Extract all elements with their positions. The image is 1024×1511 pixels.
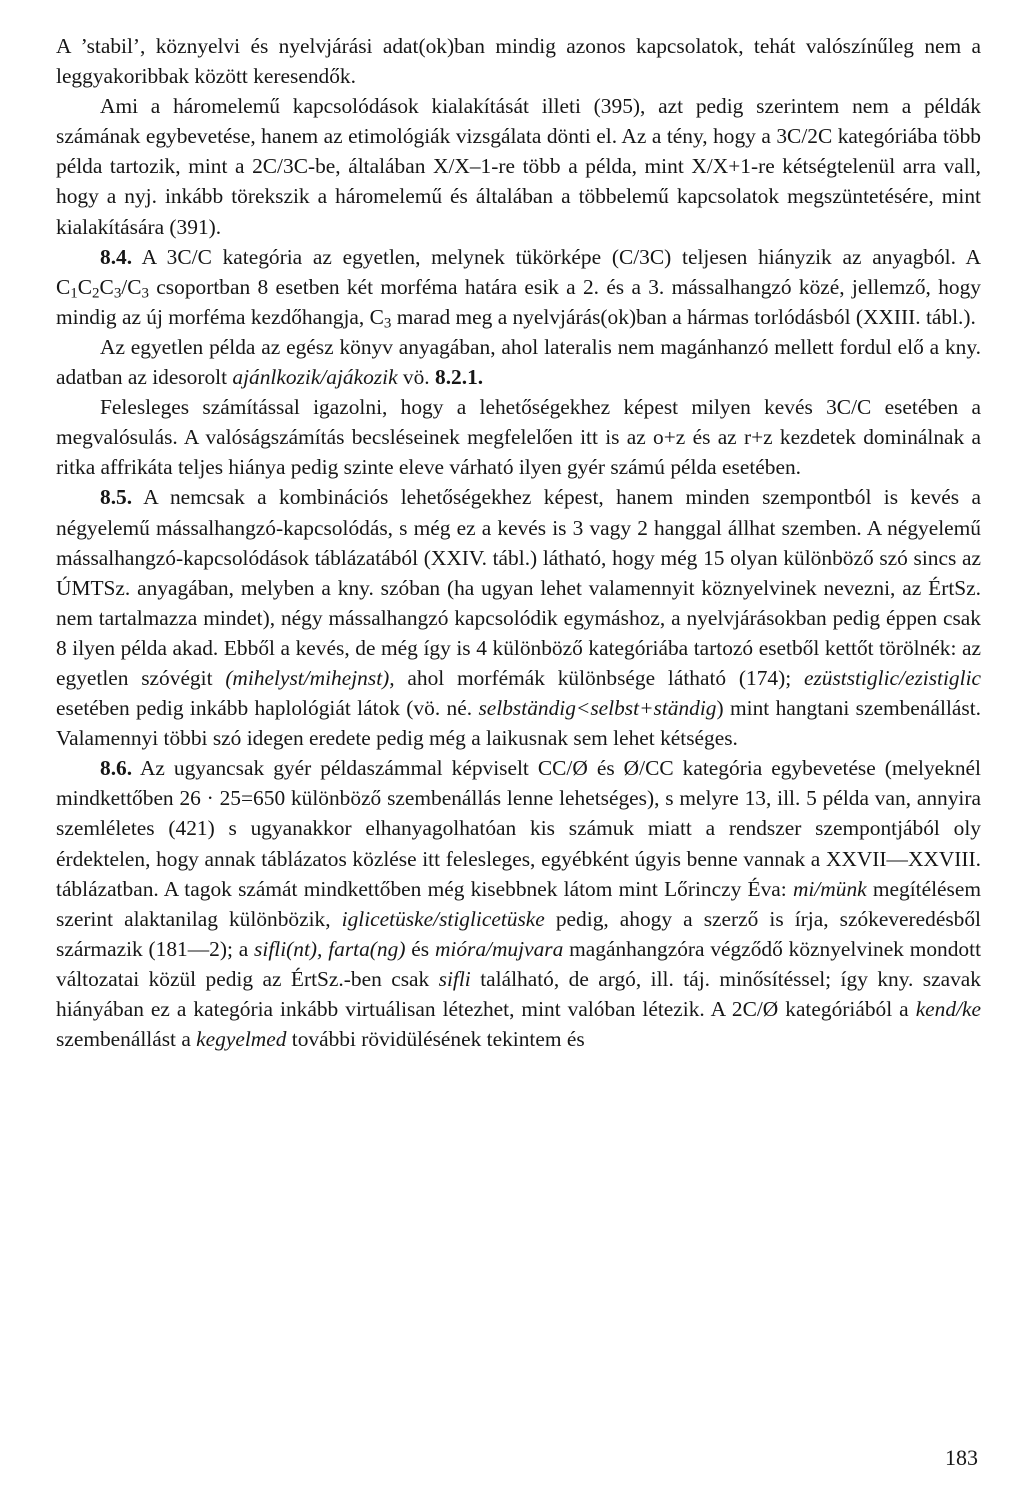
example-word: sifli(nt), farta(ng): [254, 936, 406, 961]
subscript-index: 3: [113, 285, 122, 302]
text-run: Az ugyancsak gyér példaszámmal képviselt CC/Ø és Ø/CC kategória egybevetése (melyeknél mindkettőben 26 · 25=650 különböző szembenállás lenne lehetséges), s melyre 13, ill. 5 példa van, annyira szemléletes (421) s ugyanakkor elhanyagolhatóan kis számuk miatt a rendszer szempontjából oly érdektelen, hogy annak táblázatos közlése itt felesleges, egyébként úgyis benne vannak a XXVII—XXVIII. táblázatban. A tagok számát mindkettőben még kisebbnek látom mint Lőrinczy Éva:: [56, 756, 981, 901]
example-word: kend/ke: [915, 997, 981, 1021]
page-body: [56, 31, 981, 1054]
example-word: mióra/mujvara: [434, 936, 564, 961]
paragraph-p1: [56, 31, 981, 91]
text-run: pedig, ahogy a szerző is írja, szókeveredésből származik (181—2); a: [56, 906, 981, 961]
example-word: ezüststiglic/ezistiglic: [803, 665, 982, 690]
text-run: ) mint hangtani szembenállást. Valamennyi többi szó idegen eredete pedig még a laikusnak sem lehet kétséges.: [56, 696, 981, 751]
text-run: C: [77, 274, 93, 299]
text-run: A ’stabil’, köznyelvi és nyelvjárási adat(ok)ban mindig azonos kapcsolatok, tehát valószínűleg nem a leggyakoribbak között keresendők.: [56, 34, 981, 89]
text-run: Ami a háromelemű kapcsolódások kialakítását illeti (395), azt pedig szerintem nem a példák számának egybevetése, hanem az etimológiák vizsgálata dönti el. Az a tény, hogy a 3C/2C kategóriába több példa tartozik, mint a 2C/3C-be, általában X/X–1-re több a példa, mint X/X+1-re kétségtelenül arra vall, hogy a nyj. inkább törekszik a háromelemű és általában a többelemű kapcsolatok megszüntetésére, mint kialakítására (391).: [56, 94, 981, 239]
section-number: 8.4.: [100, 244, 133, 269]
paragraph-p7: [56, 753, 981, 1054]
text-run: A nemcsak a kombinációs lehetőségekhez képest, hanem minden szempontból is kevés a négyelemű mássalhangzó-kapcsolódás, s még ez a kevés is 3 vagy 2 hanggal állhat szemben. A négyelemű mássalhangzó-kapcsolódások táblázatából (XXIV. tábl.) látható, hogy még 15 olyan különböző szó sincs az ÚMTSz. anyagában, melyben a kny. szóban (ha ugyan lehet valamennyit köznyelvinek nevezni, az ÉrtSz. nem tartalmazza mindet), négy mássalhangzó kapcsolódik egymáshoz, a nyelvjárásokban pedig éppen csak 8 ilyen példa akad. Ebből a kevés, de még így is 4 különböző kategóriába tartozó esetből kettőt törölnék: az egyetlen szóvégit: [56, 485, 981, 690]
example-word: ajánlkozik/ajákozik: [232, 365, 398, 390]
page-number: 183: [945, 1445, 978, 1470]
section-number: 8.2.1.: [435, 365, 484, 390]
text-run: szembenállást a: [56, 1027, 197, 1052]
text-run: található, de argó, ill. táj. minősítéssel; így kny. szavak hiányában ez a kategória inkább virtuálisan létezhet, mint valóban létezik. A 2C/Ø kategóriából a: [56, 966, 981, 1021]
text-run: Felesleges számítással igazolni, hogy a lehetőségekhez képest milyen kevés 3C/C esetében a megvalósulás. A valóságszámítás becsléseinek megfelelően itt is az o+z és az r+z kezdetek dominálnak a ritka affrikáta teljes hiánya pedig szinte eleve várható ilyen gyér számú példa esetében.: [56, 395, 981, 480]
text-run: magánhangzóra végződő köznyelvinek mondott változatai közül pedig az ÉrtSz.-ben csak: [56, 936, 982, 991]
subscript-index: 2: [92, 285, 100, 302]
example-word: sifli: [438, 966, 471, 991]
example-word: iglicetüske/stiglicetüske: [341, 906, 545, 931]
section-number: 8.6.: [100, 756, 133, 781]
section-number: 8.5.: [100, 485, 133, 510]
subscript-index: 3: [383, 315, 392, 332]
text-run: marad meg a nyelvjárás(ok)ban a hármas torlódásból (XXIII. tábl.).: [391, 304, 976, 329]
text-run: A 3C/C kategória az egyetlen, melynek tükörképe (C/3C) teljesen hiányzik az anyagból. A C: [56, 244, 981, 299]
paragraph-p6: [56, 482, 981, 753]
text-run: további rövidülésének tekintem és: [286, 1027, 585, 1052]
paragraph-p2: [56, 91, 981, 241]
text-run: vö.: [397, 365, 435, 390]
text-run: C: [99, 274, 114, 299]
subscript-index: 1: [70, 285, 78, 302]
text-run: ahol morfémák különbsége látható (174);: [394, 665, 804, 690]
paragraph-p4: [56, 332, 981, 392]
text-run: megítélésem szerint alaktanilag különbözik,: [56, 876, 981, 931]
text-run: esetében pedig inkább haplológiát látok (vö. né.: [56, 696, 479, 721]
example-word: kegyelmed: [196, 1027, 287, 1052]
example-word: mi/münk: [792, 876, 867, 901]
text-run: csoportban 8 esetben két morféma határa esik a 2. és a 3. mássalhangzó közé, jellemző, hogy mindig az új morféma kezdőhangja, C: [56, 274, 981, 329]
example-word: (mihelyst/mihejnst),: [225, 665, 395, 690]
paragraph-p3: [56, 242, 981, 332]
example-word: selbständig<selbst+ständig: [478, 696, 717, 721]
text-run: /C: [121, 274, 142, 299]
text-run: Az egyetlen példa az egész könyv anyagában, ahol lateralis nem magánhanzó mellett fordul elő a kny. adatban az idesorolt: [56, 334, 981, 390]
text-run: és: [405, 936, 435, 961]
paragraph-p5: [56, 392, 981, 482]
subscript-index: 3: [141, 285, 149, 302]
